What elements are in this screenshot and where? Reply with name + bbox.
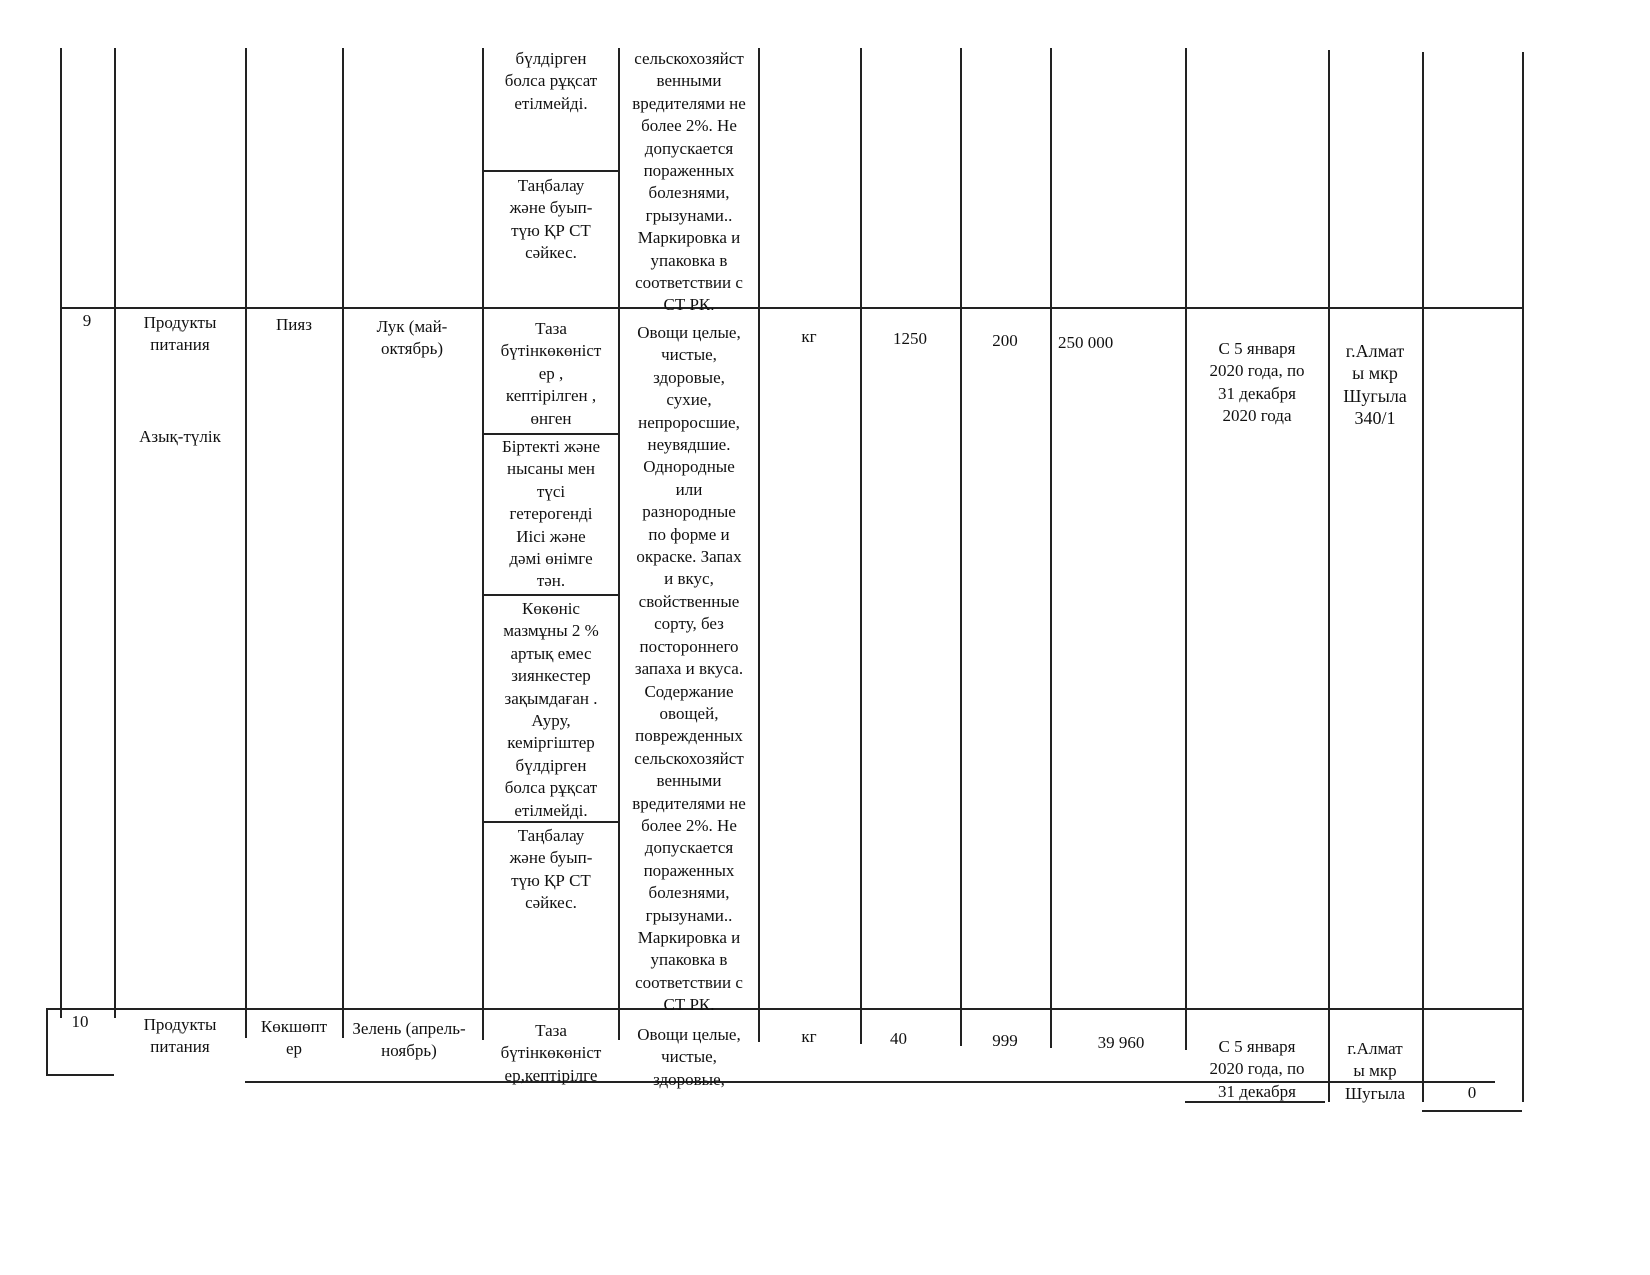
unit: кг [801,327,817,346]
kaz-requirement-cell: Таза бүтінкөкөніст ер,кептірілге [500,1021,602,1085]
rus-description: Овощи целые, чистые, здоровые, [637,1025,741,1089]
quantity: 40 [890,1029,907,1048]
kaz-requirement-cell: Таза бүтінкөкөніст ер , кептірілген , өнген [500,319,602,428]
price: 200 [992,331,1018,350]
delivery-address: г.Алмат ы мкр Шугыла [1344,1039,1406,1103]
product-name-ru: Зелень (апрель- ноябрь) [352,1019,466,1061]
product-name-kz: Пияз [276,315,312,334]
quantity: 1250 [893,329,927,348]
row-number: 10 [71,1012,89,1031]
category-kz: Азық-түлік [139,427,221,446]
continuation-rus-description: сельскохозяйст венными вредителями не более 2%. Не допускается пораженных болезнями, грызунами.. Маркировка и упаковка в соответствии с СТ РК. [632,49,746,315]
category-ru: Продукты питания [143,313,217,355]
category-ru: Продукты питания [143,1015,217,1057]
kaz-requirement-cell: Біртекті және нысаны мен түсі гетерогенді Иісі және дәмі өнімге тән. [501,437,601,591]
sum: 39 960 [1097,1033,1145,1052]
delivery-address: г.Алмат ы мкр Шугыла 340/1 [1343,341,1407,429]
continuation-kaz-cell: Таңбалау және буып- түю ҚР СТ сәйкес. [509,176,593,263]
product-name-ru: Лук (май- октябрь) [376,317,448,359]
delivery-period: С 5 января 2020 года, по 31 декабря [1209,1037,1305,1101]
product-name-kz: Көкшөпт ер [260,1017,328,1059]
unit: кг [801,1027,817,1046]
price: 999 [992,1031,1018,1050]
kaz-requirement-cell: Көкөніс мазмұны 2 % артық емес зиянкестер зақымдаған . Ауру, кеміргіштер бүлдірген болса рұқсат етілмейді. [503,599,599,820]
row-number: 9 [82,311,92,330]
sum: 250 000 [1058,333,1114,352]
continuation-kaz-cell: бүлдірген болса рұқсат етілмейді. [504,49,598,113]
delivery-period: С 5 января 2020 года, по 31 декабря 2020 года [1209,339,1305,426]
rus-description: Овощи целые, чистые, здоровые, сухие, непроросшие, неувядшие. Однородные или разнородные по форме и окраске. Запах и вкус, свойственные сорту, без постороннего запаха и вкуса. Содержание овощей, поврежденных сельскохозяйст венными вредителями не более 2%. Не допускается пораженных болезнями, грызунами.. Маркировка и упаковка в соответствии с СТ РК. [632,323,746,1015]
kaz-requirement-cell: Таңбалау және буып- түю ҚР СТ сәйкес. [509,826,593,913]
last-column-value: 0 [1467,1083,1477,1102]
